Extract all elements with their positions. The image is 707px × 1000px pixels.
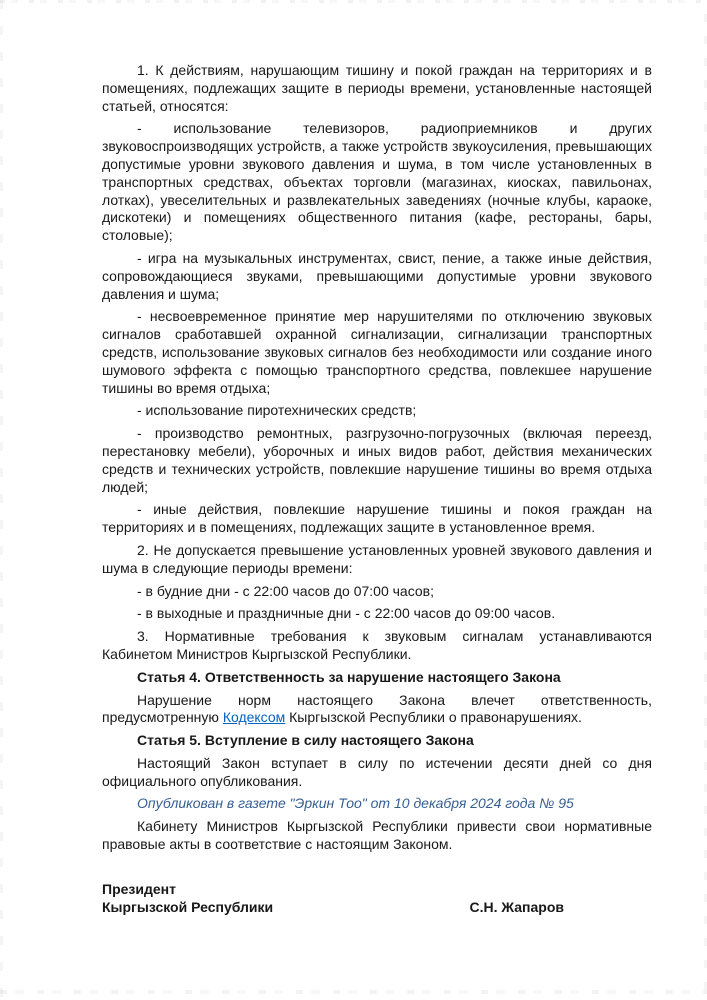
paragraph: - производство ремонтных, разгрузочно-погрузочных (включая переезд, перестановку мебели), уборочных и иных видов работ, действия механических средств и технических устройств, повлекшие нарушение тишины во время отдыха людей; — [102, 425, 652, 495]
scan-noise-top — [0, 0, 707, 3]
signature-title-line1: Президент — [102, 880, 176, 897]
paragraph: - использование пиротехнических средств; — [137, 402, 417, 419]
paragraph: - иные действия, повлекшие нарушение тишины и покоя граждан на территориях и в помещениях, подлежащих защите в установленное время. — [102, 501, 652, 536]
signature-block — [102, 881, 652, 917]
signature-title — [102, 881, 273, 917]
text-run: Кыргызской Республики о правонарушениях. — [285, 709, 582, 726]
paragraph: Кабинету Министров Кыргызской Республики привести свои нормативные правовые акты в соответствие с настоящим Законом. — [102, 818, 652, 853]
paragraph: - игра на музыкальных инструментах, свист, пение, а также иные действия, сопровождающиеся звуками, превышающими допустимые уровни звукового давления и шума; — [102, 249, 652, 302]
article-heading: Статья 4. Ответственность за нарушение настоящего Закона — [137, 668, 561, 685]
paragraph: - несвоевременное принятие мер нарушителями по отключению звуковых сигналов сработавшей охранной сигнализации, сигнализации транспортных средств, использование звуковых сигналов без необходимости или создание иного шумового эффекта с помощью транспортного средства, повлекшее нарушение тишины во время отдыха; — [102, 308, 652, 396]
paragraph: 2. Не допускается превышение установленных уровней звукового давления и шума в следующие периоды времени: — [102, 541, 652, 576]
paragraph: - в выходные и праздничные дни - с 22:00 часов до 09:00 часов. — [137, 605, 556, 622]
article-heading: Статья 5. Вступление в силу настоящего Закона — [137, 732, 474, 749]
signature-title-line2: Кыргызской Республики — [102, 898, 274, 915]
signature-name: С.Н. Жапаров — [469, 898, 564, 915]
scan-noise-left — [0, 0, 3, 1000]
paragraph: 1. К действиям, нарушающим тишину и покой граждан на территориях и в помещениях, подлежащих защите в периоды времени, установленные настоящей статьей, относятся: — [102, 62, 652, 114]
kodeks-link[interactable]: Кодексом — [222, 709, 286, 726]
document-body — [102, 62, 652, 916]
scan-noise-bottom — [0, 990, 707, 994]
paragraph: Настоящий Закон вступает в силу по истечении десяти дней со дня официального опубликования. — [102, 754, 652, 789]
paragraph-with-link — [102, 692, 652, 728]
paragraph: - в будние дни - с 22:00 часов до 07:00 часов; — [137, 582, 434, 599]
text-run: Нарушение норм настоящего Закона влечет ответственность, предусмотренную — [102, 691, 652, 726]
paragraph: 3. Нормативные требования к звуковым сигналам устанавливаются Кабинетом Министров Кыргызской Республики. — [102, 628, 652, 662]
paragraph: - использование телевизоров, радиоприемников и других звуковоспроизводящих устройств, а также устройств звукоусиления, превышающих допустимые уровни звукового давления и шума, в том числе установленных в транспортных средствах, объектах торговли (магазинах, киосках, павильонах, лотках), увеселительных и развлекательных заведениях (ночные клубы, караоке, дискотеки) и помещениях общественного питания (кафе, рестораны, бары, столовые); — [102, 120, 652, 244]
publication-note: Опубликован в газете "Эркин Тоо" от 10 декабря 2024 года № 95 — [137, 795, 574, 812]
